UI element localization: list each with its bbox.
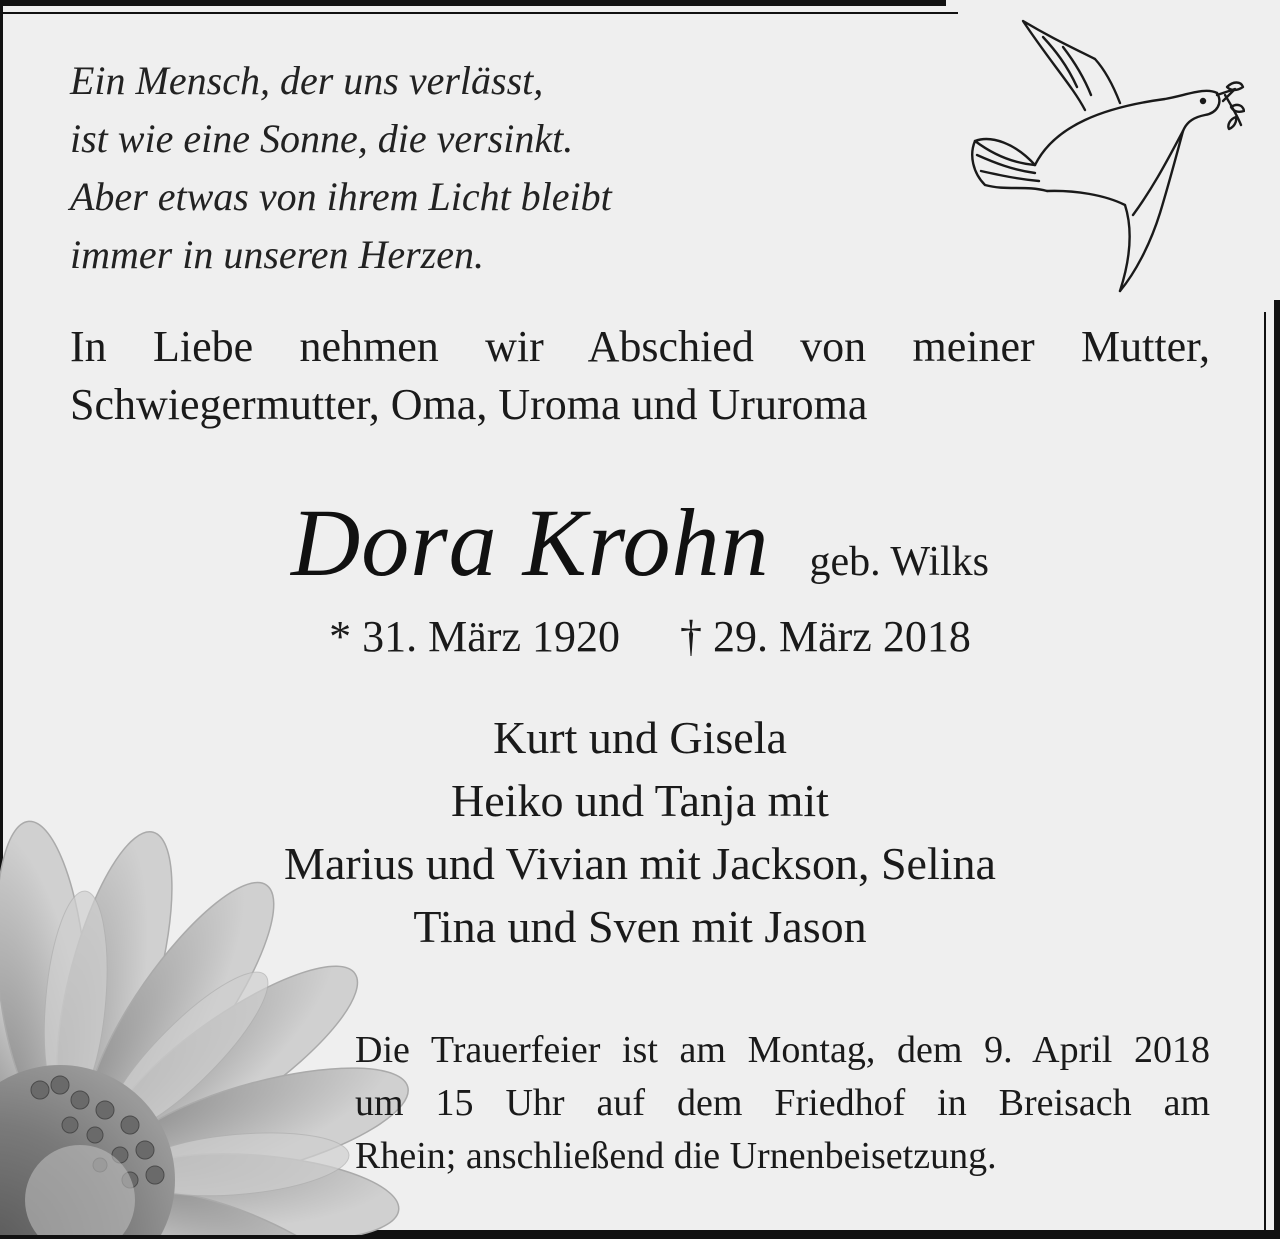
intro-line: In Liebe nehmen wir Abschied von meiner Mutter, — [70, 322, 1210, 371]
deceased-name-row — [0, 488, 1280, 598]
family-line: Marius und Vivian mit Jackson, Selina — [284, 838, 996, 889]
quote — [70, 52, 612, 284]
ceremony-line: um 15 Uhr auf dem Friedhof in Breisach am — [355, 1082, 1210, 1124]
dove-with-olive-branch-icon — [955, 15, 1245, 295]
family-line: Heiko und Tanja mit — [451, 775, 829, 826]
quote-line: Ein Mensch, der uns verlässt, — [70, 58, 544, 103]
quote-line: immer in unseren Herzen. — [70, 232, 485, 277]
quote-line: ist wie eine Sonne, die versinkt. — [70, 116, 574, 161]
frame-top-line — [0, 0, 946, 6]
ceremony-line: Die Trauerfeier ist am Montag, dem 9. April 2018 — [355, 1029, 1210, 1071]
deceased-name: Dora Krohn — [290, 489, 770, 596]
death-date: † 29. März 2018 — [680, 612, 971, 661]
life-dates — [0, 608, 1280, 666]
quote-line: Aber etwas von ihrem Licht bleibt — [70, 174, 612, 219]
family-line: Kurt und Gisela — [493, 712, 787, 763]
intro-line: Schwiegermutter, Oma, Uroma und Ururoma — [70, 380, 868, 429]
birth-date: * 31. März 1920 — [329, 612, 620, 661]
family-line: Tina und Sven mit Jason — [413, 901, 867, 952]
maiden-name: geb. Wilks — [809, 539, 990, 585]
intro-text — [70, 318, 1210, 434]
ceremony-info — [355, 1024, 1210, 1183]
frame-top-line-thin — [0, 12, 958, 14]
ceremony-line: Rhein; anschließend die Urnenbeisetzung. — [355, 1135, 997, 1177]
